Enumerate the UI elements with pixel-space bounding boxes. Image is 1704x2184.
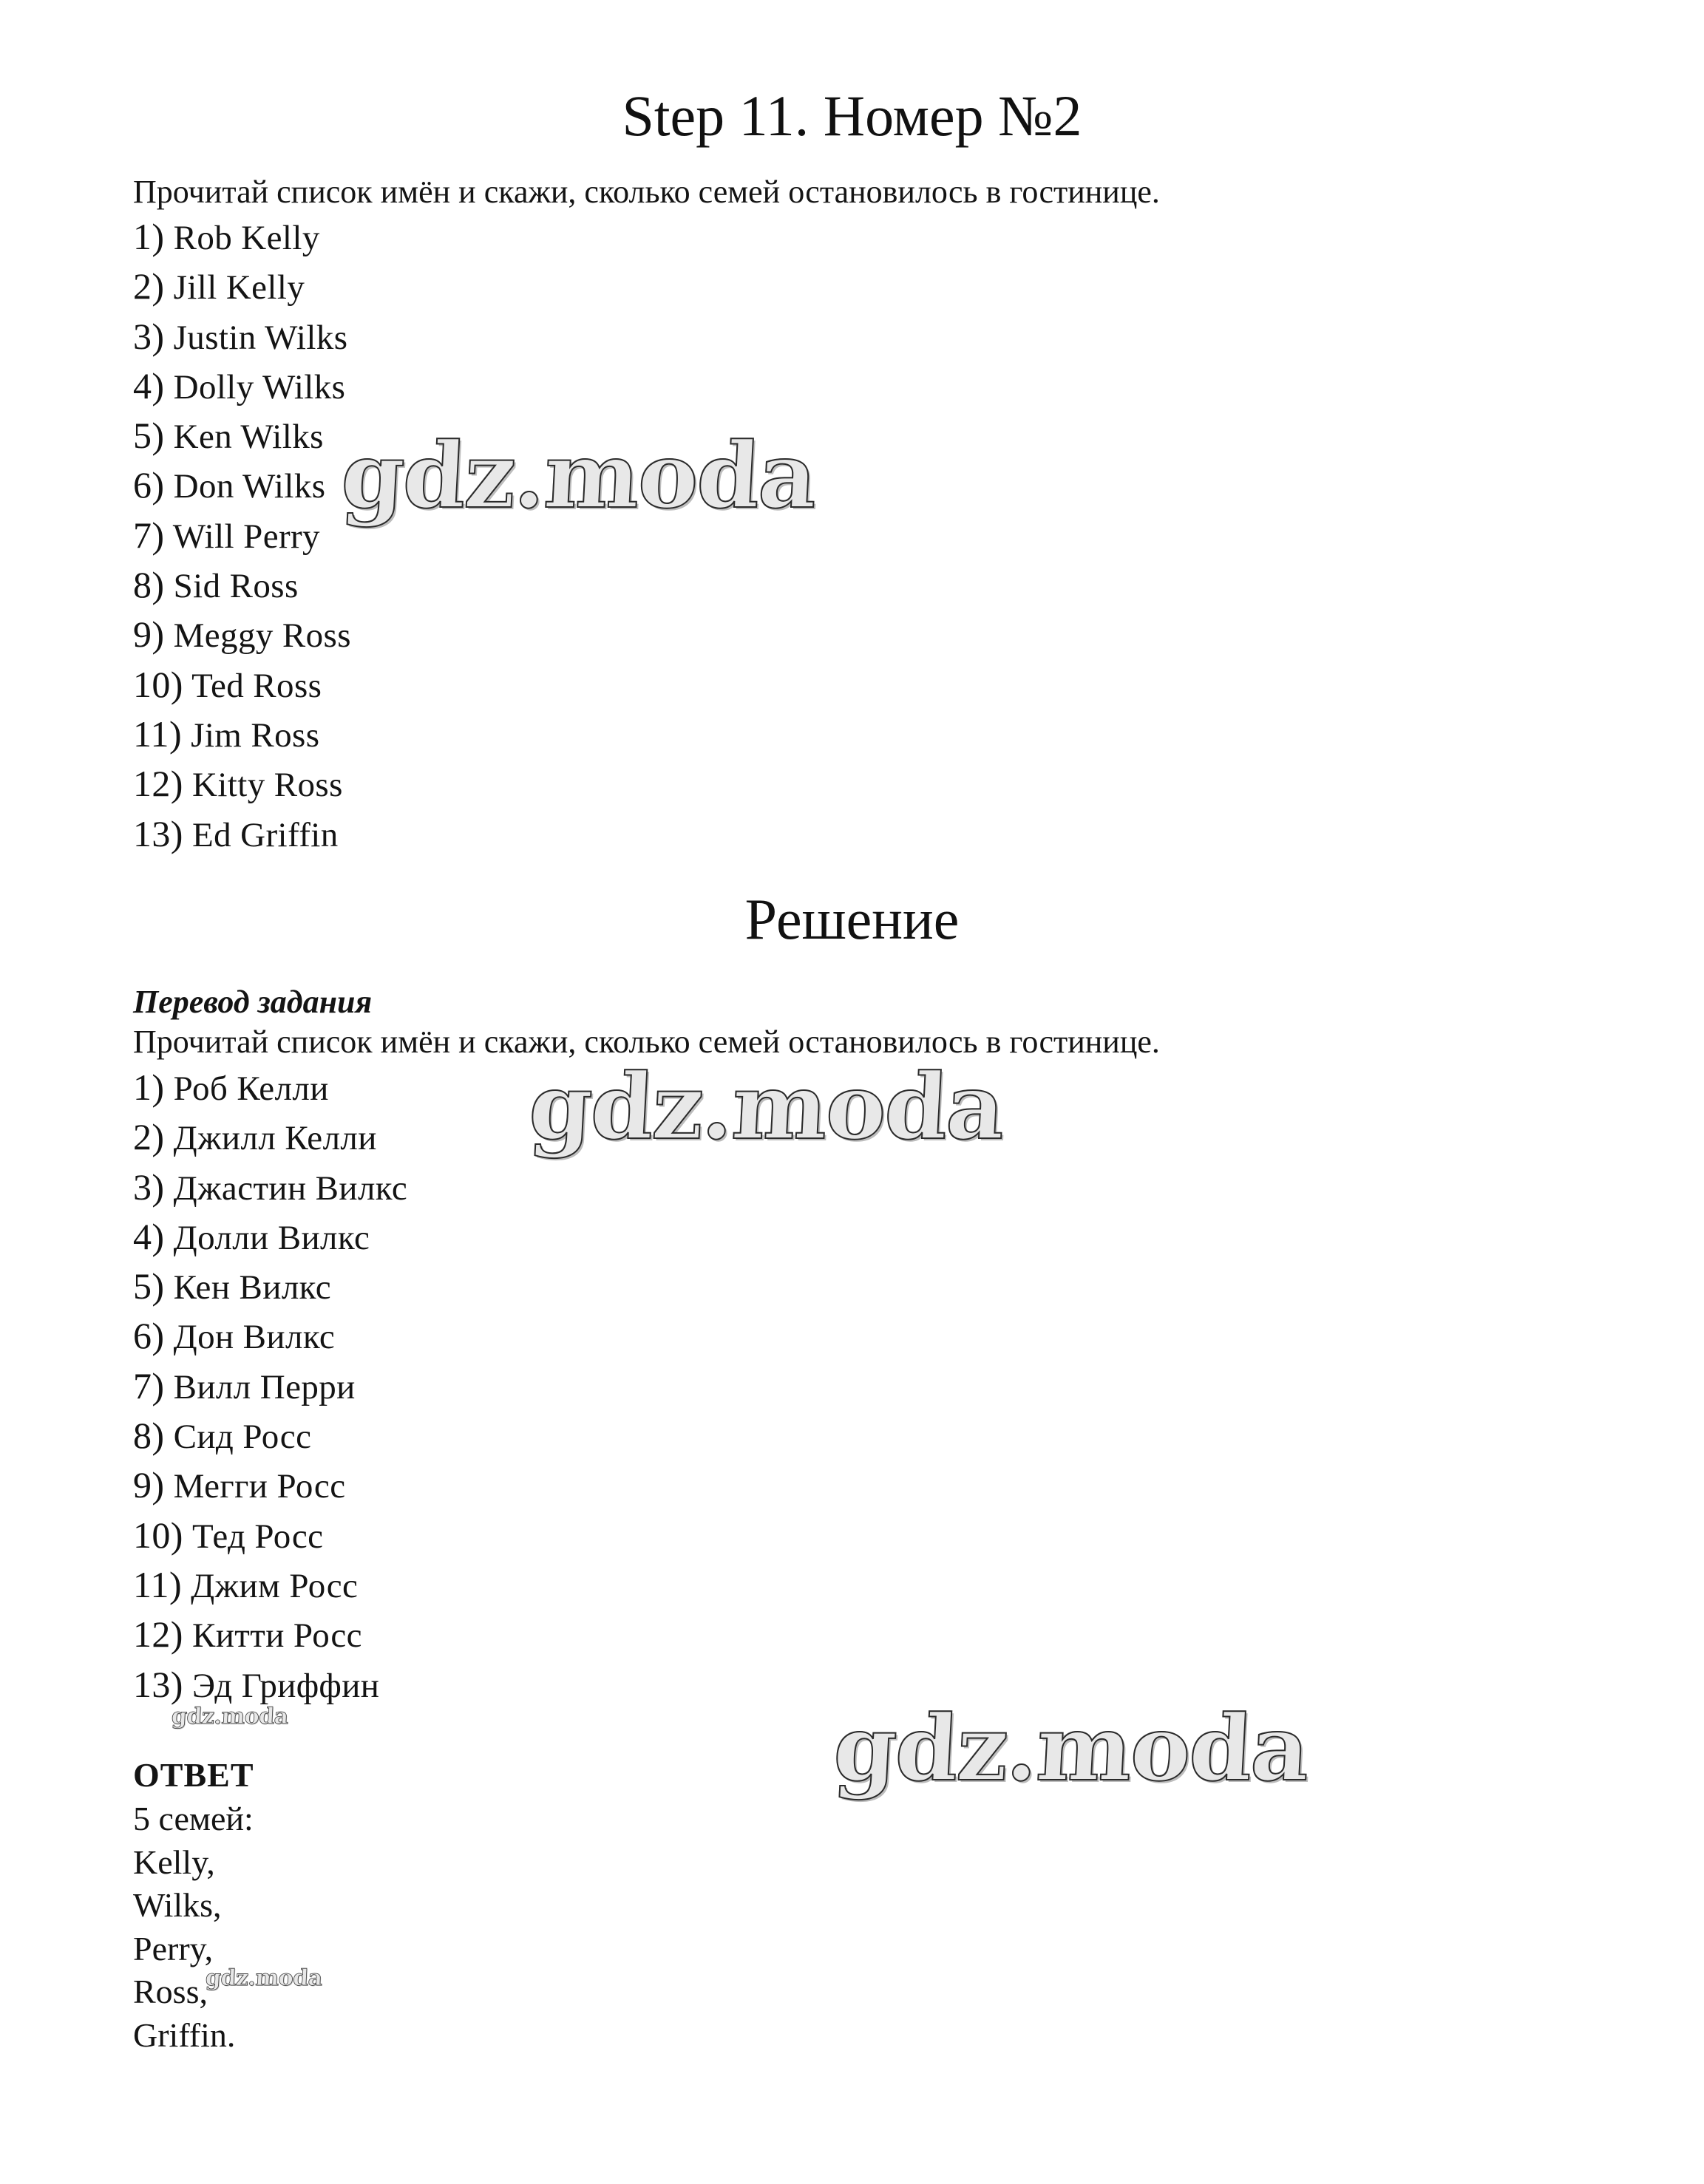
translation-instruction: Прочитай список имён и скажи, сколько семей остановилось в гостинице. xyxy=(133,1024,1160,1060)
list-item: 8) Sid Ross xyxy=(133,564,299,606)
list-item: 4) Dolly Wilks xyxy=(133,364,346,406)
list-item: 9) Meggy Ross xyxy=(133,613,351,656)
list-item: 6) Дон Вилкс xyxy=(133,1315,336,1357)
solution-title: Решение xyxy=(744,887,960,951)
list-item: 13) Ed Griffin xyxy=(133,812,339,854)
watermark: gdz.moda xyxy=(339,422,818,528)
list-item: 13) Эд Гриффин xyxy=(133,1663,380,1705)
answer-line: 5 семей: xyxy=(133,1800,254,1837)
list-item: 11) Джим Росс xyxy=(133,1563,359,1605)
list-item: 5) Кен Вилкс xyxy=(133,1265,332,1307)
watermark: gdz.moda xyxy=(171,1704,289,1729)
list-item: 8) Сид Росс xyxy=(133,1415,312,1457)
answer-line: Wilks, xyxy=(133,1886,222,1924)
answer-line: Ross, xyxy=(133,1973,208,2010)
list-item: 10) Тед Росс xyxy=(133,1514,324,1556)
answer-line: Perry, xyxy=(133,1929,214,1967)
list-item: 11) Jim Ross xyxy=(133,712,320,755)
list-item: 2) Джилл Келли xyxy=(133,1116,377,1158)
list-item: 9) Мегги Росс xyxy=(133,1464,346,1506)
list-item: 7) Вилл Перри xyxy=(133,1364,356,1406)
watermark: gdz.moda xyxy=(205,1965,323,1991)
list-item: 1) Роб Келли xyxy=(133,1067,329,1108)
translation-heading: Перевод задания xyxy=(133,984,373,1020)
answer-line: Griffin. xyxy=(133,2015,236,2054)
list-item: 3) Джастин Вилкс xyxy=(133,1166,408,1208)
translation-name-list xyxy=(133,1069,407,1715)
answer-line: Kelly, xyxy=(133,1843,215,1881)
page-title: Step 11. Номер №2 xyxy=(622,84,1082,148)
list-item: 6) Don Wilks xyxy=(133,464,326,506)
list-item: 5) Ken Wilks xyxy=(133,415,324,457)
task-instruction: Прочитай список имён и скажи, сколько семей остановилось в гостинице. xyxy=(133,174,1160,210)
list-item: 1) Rob Kelly xyxy=(133,216,320,257)
list-item: 7) Will Perry xyxy=(133,514,320,556)
answer-label: ОТВЕТ xyxy=(133,1756,254,1794)
list-item: 10) Ted Ross xyxy=(133,663,322,705)
watermark: gdz.moda xyxy=(526,1053,1006,1160)
list-item: 12) Китти Росс xyxy=(133,1613,362,1656)
answer-list xyxy=(133,1802,254,2061)
list-item: 2) Jill Kelly xyxy=(133,265,305,307)
list-item: 3) Justin Wilks xyxy=(133,315,348,357)
task-name-list xyxy=(133,218,351,865)
list-item: 4) Долли Вилкс xyxy=(133,1215,370,1257)
list-item: 12) Kitty Ross xyxy=(133,763,343,805)
watermark: gdz.moda xyxy=(831,1695,1311,1801)
